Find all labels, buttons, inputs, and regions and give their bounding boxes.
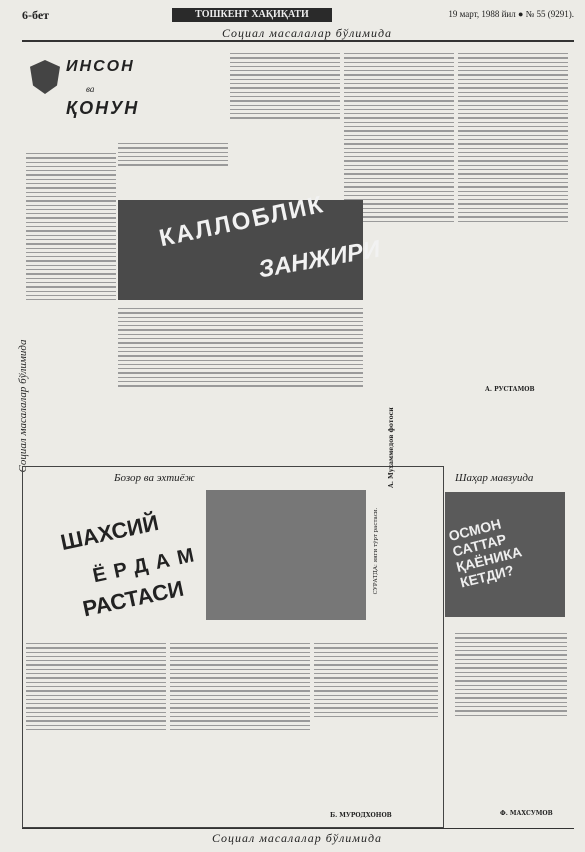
banner-word-1: КАЛЛОБЛИК	[156, 190, 327, 253]
header-rule	[22, 40, 574, 42]
left-side-rubric: Социал масалалар бўлимида	[17, 339, 29, 473]
bazaar-headline-word-3: РАСТАСИ	[80, 575, 186, 622]
signature-2: Б. МУРОДХОНОВ	[330, 812, 392, 819]
signature-1: А. РУСТАМОВ	[485, 386, 535, 393]
market-photo	[206, 490, 366, 620]
newspaper-masthead: ТОШКЕНТ ХАҚИҚАТИ	[172, 8, 332, 22]
article-column-5	[458, 50, 568, 225]
article-body-middle	[118, 305, 363, 390]
headline-banner	[118, 190, 383, 300]
banner-word-2: ЗАНЖИРИ	[256, 235, 383, 284]
page-header	[22, 6, 574, 48]
city-section-title: Шаҳар мавзуида	[455, 472, 534, 484]
bazaar-headline-word-2: ЁРДАМ	[90, 542, 204, 588]
footer-rule	[22, 828, 574, 829]
bazaar-headline	[52, 509, 204, 630]
bazaar-headline-word-1: ШАХСИЙ	[58, 509, 161, 556]
article-column-1	[26, 150, 116, 303]
article-column-3	[230, 50, 340, 122]
shield-icon	[30, 60, 60, 94]
city-photo	[445, 492, 565, 617]
logo-word-1: ИНСОН	[66, 58, 135, 75]
bazaar-column-1	[26, 640, 166, 733]
issue-date: 19 март, 1988 йил ● № 55 (9291).	[448, 9, 574, 19]
header-rubric: Социал масалалар бўлимида	[221, 26, 393, 40]
city-column	[455, 630, 567, 719]
photo-caption: СУРАТДА: янги тўрт растаси.	[373, 507, 379, 595]
page-number: 6-бет	[22, 8, 50, 22]
article-column-2	[118, 140, 228, 169]
bazaar-column-2	[170, 640, 310, 733]
photo-credit: А. Мухаммедов фотоси	[388, 407, 395, 488]
bazaar-column-3	[314, 640, 438, 720]
signature-3: Ф. МАХСУМОВ	[500, 810, 553, 817]
logo-word-3: ҚОНУН	[66, 98, 140, 118]
footer-rubric: Социал масалалар бўлимида	[211, 831, 383, 845]
bazaar-section-title: Бозор ва эхтиёж	[114, 472, 195, 484]
rubric-logo	[26, 50, 176, 140]
article-column-4	[344, 50, 454, 225]
logo-word-2: ва	[86, 84, 95, 94]
city-headline: ОСМОН САТТАР ҚАЁНИКА КЕТДИ?	[446, 515, 524, 591]
